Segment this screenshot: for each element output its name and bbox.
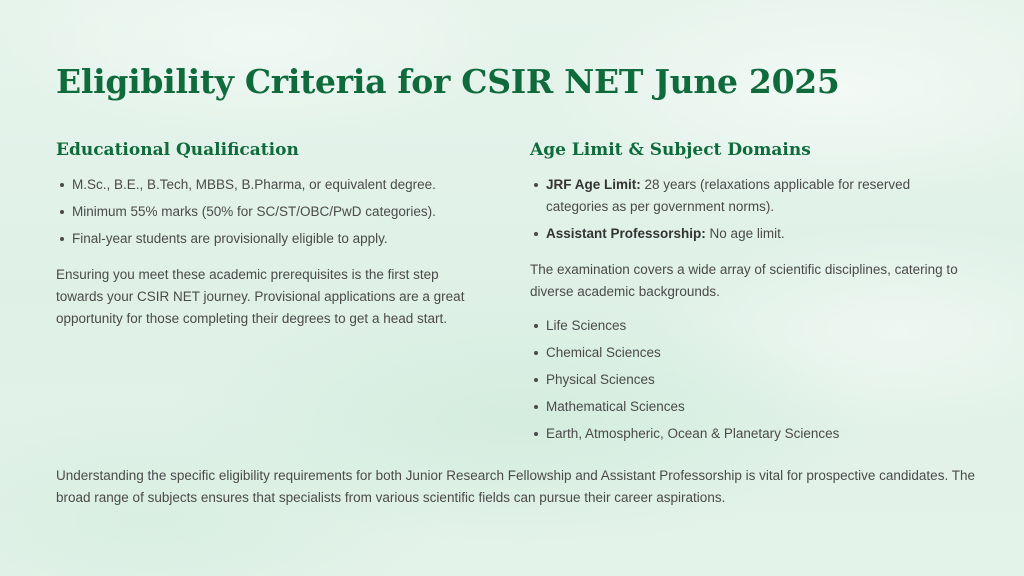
summary-paragraph: Understanding the specific eligibility requirements for both Junior Research Fellowship and Assistant Professorship is vital for prospective candidates. The broad range of subjects ensures that specialists from various scientific fields can pursue their career aspirations. xyxy=(56,468,975,505)
item-label: JRF Age Limit: xyxy=(546,177,641,192)
item-text: 28 years (relaxations applicable for reserved categories as per government norms). xyxy=(546,177,911,214)
list-item: Earth, Atmospheric, Ocean & Planetary Sciences xyxy=(530,423,970,445)
subjects-intro-paragraph: The examination covers a wide array of scientific disciplines, catering to diverse academic backgrounds. xyxy=(530,262,958,299)
list-item: Mathematical Sciences xyxy=(530,396,970,418)
list-item: Chemical Sciences xyxy=(530,342,970,364)
qualification-list xyxy=(56,174,486,250)
education-paragraph: Ensuring you meet these academic prerequisites is the first step towards your CSIR NET journey. Provisional applications are a great opportunity for those completing their degrees to get a head start. xyxy=(56,267,465,326)
educational-qualification-section xyxy=(56,140,486,342)
age-subject-section xyxy=(530,140,970,450)
item-label: Assistant Professorship: xyxy=(546,226,706,241)
list-item xyxy=(530,174,970,218)
age-limit-list xyxy=(530,174,970,245)
item-text: No age limit. xyxy=(705,226,785,241)
page-title: Eligibility Criteria for CSIR NET June 2025 xyxy=(56,62,840,101)
list-item: M.Sc., B.E., B.Tech, MBBS, B.Pharma, or equivalent degree. xyxy=(56,174,486,196)
list-item: Life Sciences xyxy=(530,315,970,337)
section-heading-age-subjects: Age Limit & Subject Domains xyxy=(530,140,811,160)
list-item: Final-year students are provisionally eligible to apply. xyxy=(56,228,486,250)
list-item xyxy=(530,223,970,245)
subject-list xyxy=(530,315,970,445)
list-item: Physical Sciences xyxy=(530,369,970,391)
section-heading-education: Educational Qualification xyxy=(56,140,299,160)
list-item: Minimum 55% marks (50% for SC/ST/OBC/PwD categories). xyxy=(56,201,486,223)
